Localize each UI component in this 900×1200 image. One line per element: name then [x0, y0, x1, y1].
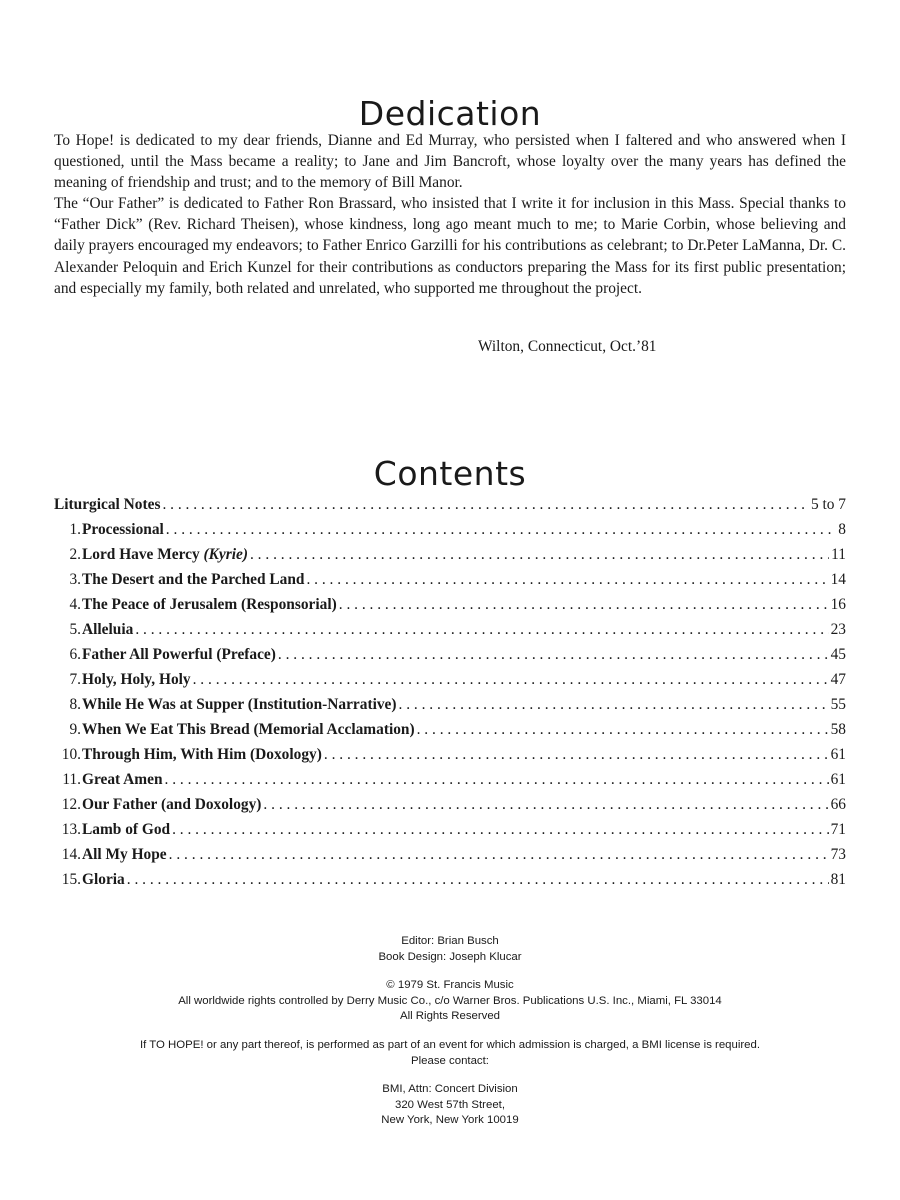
- toc-row: [54, 571, 846, 596]
- toc-title: [82, 596, 337, 614]
- dedication-paragraph-2: The “Our Father” is dedicated to Father Ron Brassard, who insisted that I write it for inclusion in this Mass. Special thanks to “Father Dick” (Rev. Richard Theisen), whose kindness, long ago meant much to me; to Marie Corbin, whose believing and daily prayers encouraged my endeavors; to Father Enrico Garzilli for his contributions as celebrant; to Dr.Peter LaManna, Dr. C. Alexander Peloquin and Erich Kunzel for their contributions as conductors preparing the Mass for its first public presentation; and especially my family, both related and unrelated, who supported me throughout the project.: [54, 195, 846, 297]
- toc-title: [82, 621, 133, 639]
- toc-number: 1.: [69, 521, 81, 538]
- toc-title-text: The Peace of Jerusalem (Responsorial): [82, 596, 337, 613]
- toc-number: 13.: [61, 821, 81, 838]
- toc-number: 11.: [62, 771, 81, 788]
- dedication-title: Dedication: [358, 94, 542, 134]
- editor-credit: Editor: Brian Busch: [401, 935, 499, 947]
- toc-title: [82, 671, 191, 689]
- toc-number: 6.: [69, 646, 81, 663]
- toc-leader-dots: [165, 771, 829, 789]
- toc-number: 4.: [69, 596, 81, 613]
- toc-row: [54, 696, 846, 721]
- toc-leader-dots: [417, 721, 829, 739]
- toc-page-number: 61: [830, 746, 846, 763]
- toc-number: 3.: [69, 571, 81, 588]
- toc-number: 7.: [69, 671, 81, 688]
- credits-block: [0, 934, 900, 965]
- toc-title: [82, 746, 322, 764]
- toc-title: [82, 571, 304, 589]
- toc-leader-dots: [162, 496, 809, 514]
- toc-title-subtitle: (Kyrie): [203, 546, 248, 563]
- toc-title-text: Liturgical Notes: [54, 496, 161, 513]
- toc-title: [82, 796, 261, 814]
- toc-number: 9.: [69, 721, 81, 738]
- toc-row: [54, 496, 846, 521]
- design-credit: Book Design: Joseph Klucar: [378, 950, 522, 963]
- copyright-line: © 1979 St. Francis Music: [386, 979, 514, 991]
- toc-page-number: 11: [831, 546, 846, 563]
- toc-page-number: 47: [830, 671, 846, 688]
- address-line-2: 320 West 57th Street,: [395, 1098, 505, 1111]
- rights-line: All worldwide rights controlled by Derry Music Co., c/o Warner Bros. Publications U.S. Inc., Miami, FL 33014: [178, 994, 722, 1007]
- license-block: [0, 1038, 900, 1069]
- toc-title: [82, 871, 125, 889]
- toc-title-text: Gloria: [82, 871, 125, 888]
- toc-title: [54, 496, 160, 514]
- toc-leader-dots: [169, 846, 829, 864]
- toc-title-text: Lamb of God: [82, 821, 171, 838]
- toc-row: [54, 846, 846, 871]
- toc-page-number: 73: [830, 846, 846, 863]
- toc-number: 2.: [69, 546, 81, 563]
- toc-row: [54, 746, 846, 771]
- toc-title-text: Our Father (and Doxology): [82, 796, 262, 813]
- toc-row: [54, 596, 846, 621]
- toc-number: 10.: [61, 746, 81, 763]
- reserved-line: All Rights Reserved: [399, 1010, 501, 1022]
- toc-row: [54, 821, 846, 846]
- toc-leader-dots: [324, 746, 829, 764]
- toc-title-text: Lord Have Mercy: [82, 546, 204, 563]
- toc-page-number: 23: [830, 621, 846, 638]
- toc-row: [54, 646, 846, 671]
- toc-row: [54, 546, 846, 571]
- toc-title-text: Alleluia: [82, 621, 134, 638]
- toc-title: [82, 696, 397, 714]
- toc-row: [54, 796, 846, 821]
- toc-leader-dots: [399, 696, 829, 714]
- copyright-block: [0, 978, 900, 1025]
- toc-title: [82, 721, 415, 739]
- toc-title-text: Holy, Holy, Holy: [82, 671, 191, 688]
- toc-title: [82, 771, 163, 789]
- toc-leader-dots: [127, 871, 829, 889]
- toc-page-number: 58: [830, 721, 846, 738]
- toc-leader-dots: [306, 571, 828, 589]
- toc-number: 5.: [69, 621, 81, 638]
- toc-number: 8.: [69, 696, 81, 713]
- license-line-2: Please contact:: [411, 1054, 489, 1067]
- toc-title-text: Through Him, With Him (Doxology): [82, 746, 322, 763]
- toc-leader-dots: [278, 646, 829, 664]
- toc-page-number: 8: [838, 521, 846, 538]
- toc-leader-dots: [250, 546, 829, 564]
- dedication-paragraph-1: To Hope! is dedicated to my dear friends, Dianne and Ed Murray, who persisted when I faltered and who answered when I questioned, until the Mass became a reality; to Jane and Jim Bancroft, whose loyalty over the many years has defined the meaning of friendship and trust; and to the memory of Bill Manor.: [54, 132, 846, 192]
- toc-leader-dots: [166, 521, 837, 539]
- toc-page-number: 61: [830, 771, 846, 788]
- toc-title-text: When We Eat This Bread (Memorial Acclamation): [82, 721, 415, 738]
- toc-page-number: 71: [830, 821, 846, 838]
- toc-title-text: All My Hope: [82, 846, 167, 863]
- toc-page-number: 81: [830, 871, 846, 888]
- toc-leader-dots: [172, 821, 829, 839]
- toc-title-text: The Desert and the Parched Land: [82, 571, 305, 588]
- toc-title-text: Great Amen: [82, 771, 163, 788]
- toc-title: [82, 646, 276, 664]
- toc-leader-dots: [193, 671, 829, 689]
- license-line-1: If TO HOPE! or any part thereof, is performed as part of an event for which admission is charged, a BMI license is required.: [139, 1039, 761, 1051]
- toc-title-text: While He Was at Supper (Institution-Narrative): [82, 696, 397, 713]
- contents-title: Contents: [373, 454, 527, 494]
- toc-title-text: Father All Powerful (Preface): [82, 646, 276, 663]
- toc-page-number: 45: [830, 646, 846, 663]
- toc-leader-dots: [263, 796, 828, 814]
- toc-title: [82, 846, 167, 864]
- toc-title: [82, 521, 164, 539]
- toc-page-number: 55: [830, 696, 846, 713]
- toc-page-number: 16: [830, 596, 846, 613]
- toc-row: [54, 521, 846, 546]
- toc-page-number: 5 to 7: [810, 496, 846, 513]
- toc-title-text: Processional: [82, 521, 164, 538]
- toc-row: [54, 721, 846, 746]
- toc-row: [54, 621, 846, 646]
- toc-number: 12.: [61, 796, 81, 813]
- address-line-1: BMI, Attn: Concert Division: [382, 1083, 518, 1095]
- toc-title: [82, 546, 248, 564]
- toc-number: 15.: [61, 871, 81, 888]
- toc-page-number: 66: [830, 796, 846, 813]
- toc-leader-dots: [135, 621, 828, 639]
- toc-row: [54, 871, 846, 896]
- toc-page-number: 14: [830, 571, 846, 588]
- address-line-3: New York, New York 10019: [381, 1114, 519, 1126]
- toc-leader-dots: [339, 596, 829, 614]
- dedication-signoff: Wilton, Connecticut, Oct.’81: [478, 338, 657, 355]
- address-block: [0, 1082, 900, 1129]
- toc-row: [54, 771, 846, 796]
- toc-row: [54, 671, 846, 696]
- toc-title: [82, 821, 170, 839]
- toc-number: 14.: [61, 846, 81, 863]
